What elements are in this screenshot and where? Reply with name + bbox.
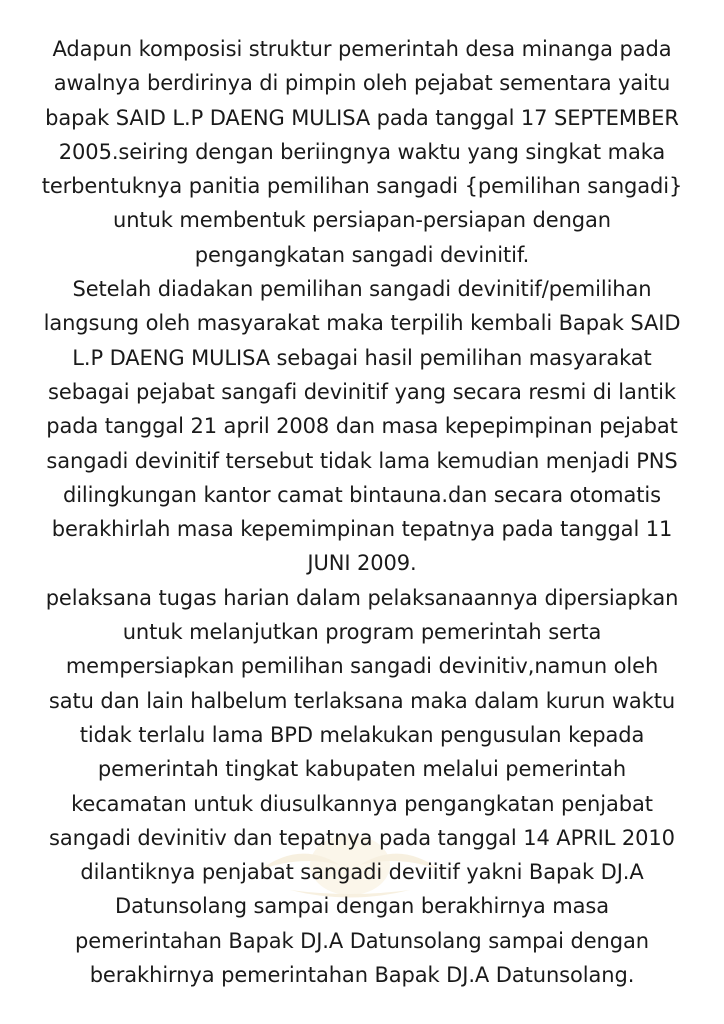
text-line: satu dan lain halbelum terlaksana maka dalam kurun waktu: [48, 688, 676, 713]
text-line: untuk melanjutkan program pemerintah serta: [122, 620, 602, 645]
text-line: sangadi devinitif tersebut tidak lama kemudian menjadi PNS: [46, 448, 678, 473]
text-line: pemerintahan Bapak DJ.A Datunsolang sampai dengan: [75, 928, 649, 953]
text-line: Setelah diadakan pemilihan sangadi devinitif/pemilihan: [72, 277, 652, 302]
text-line: tidak terlalu lama BPD melakukan pengusulan kepada: [79, 722, 645, 747]
text-line: pelaksana tugas harian dalam pelaksanaannya dipersiapkan: [45, 585, 679, 610]
text-line: Datunsolang sampai dengan berakhirnya masa: [115, 894, 609, 919]
document-text: [12, 32, 712, 992]
text-line: dilantiknya penjabat sangadi deviitif yakni Bapak DJ.A: [80, 860, 644, 885]
text-line: 2005.seiring dengan beriingnya waktu yang singkat maka: [58, 139, 666, 164]
text-line: awalnya berdirinya di pimpin oleh pejabat sementara yaitu: [53, 71, 671, 96]
text-line: pemerintah tingkat kabupaten melalui pemerintah: [97, 757, 627, 782]
text-line: bapak SAID L.P DAENG MULISA pada tanggal 17 SEPTEMBER: [45, 105, 679, 130]
text-line: kecamatan untuk diusulkannya pengangkatan penjabat: [71, 791, 653, 816]
text-line: JUNI 2009.: [307, 551, 417, 576]
text-line: dilingkungan kantor camat bintauna.dan secara otomatis: [62, 482, 662, 507]
text-line: mempersiapkan pemilihan sangadi devinitiv,namun oleh: [65, 654, 659, 679]
paragraph-3: [12, 581, 712, 993]
paragraph-2: [12, 272, 712, 581]
text-line: sebagai pejabat sangafi devinitif yang secara resmi di lantik: [48, 379, 676, 404]
text-line: berakhirlah masa kepemimpinan tepatnya pada tanggal 11: [51, 517, 673, 542]
text-line: pengangkatan sangadi devinitif.: [194, 242, 530, 267]
text-line: pada tanggal 21 april 2008 dan masa kepepimpinan pejabat: [46, 414, 678, 439]
text-line: langsung oleh masyarakat maka terpilih kembali Bapak SAID: [43, 311, 681, 336]
paragraph-1: [12, 32, 712, 272]
text-line: sangadi devinitiv dan tepatnya pada tanggal 14 APRIL 2010: [49, 825, 675, 850]
text-line: L.P DAENG MULISA sebagai hasil pemilihan masyarakat: [72, 345, 652, 370]
text-line: terbentuknya panitia pemilihan sangadi {pemilihan sangadi}: [41, 174, 683, 199]
text-line: berakhirnya pemerintahan Bapak DJ.A Datunsolang.: [89, 963, 635, 988]
text-line: Adapun komposisi struktur pemerintah desa minanga pada: [52, 37, 672, 61]
text-line: untuk membentuk persiapan-persiapan dengan: [113, 208, 611, 233]
